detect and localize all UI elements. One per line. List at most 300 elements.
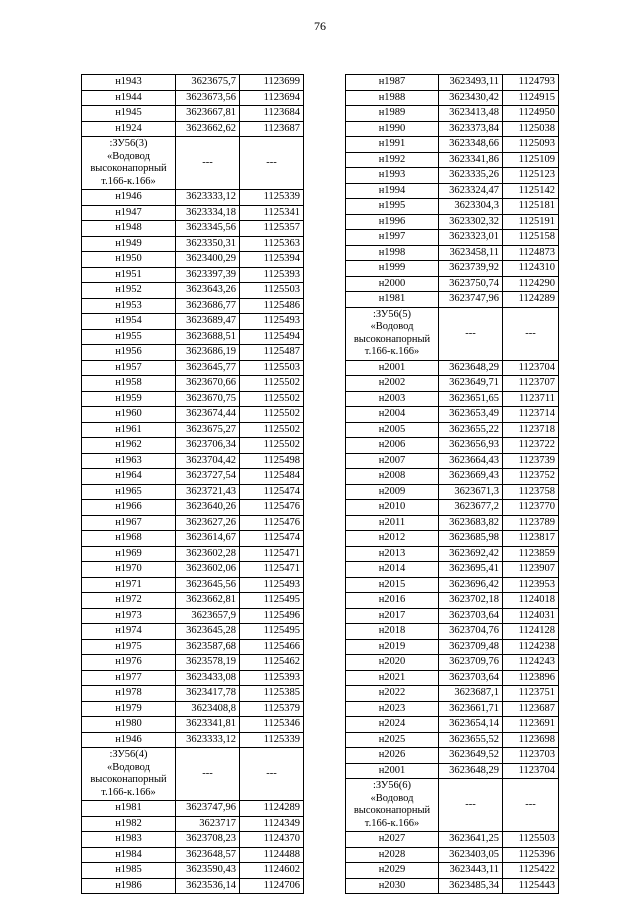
table-row bbox=[346, 562, 559, 578]
x-coordinate-cell: 3623656,93 bbox=[439, 438, 503, 454]
x-coordinate-cell: 3623702,18 bbox=[439, 593, 503, 609]
point-number-cell: н1976 bbox=[82, 655, 176, 671]
x-coordinate-cell: --- bbox=[439, 779, 503, 832]
y-coordinate-cell: 1125486 bbox=[240, 298, 304, 314]
point-number-cell: н2008 bbox=[346, 469, 439, 485]
y-coordinate-cell: 1124290 bbox=[503, 276, 559, 292]
table-row bbox=[82, 438, 304, 454]
table-row bbox=[82, 469, 304, 485]
y-coordinate-cell: 1125502 bbox=[240, 407, 304, 423]
point-number-cell: н1997 bbox=[346, 230, 439, 246]
x-coordinate-cell: 3623671,3 bbox=[439, 484, 503, 500]
x-coordinate-cell: 3623602,06 bbox=[176, 562, 240, 578]
table-row bbox=[82, 422, 304, 438]
point-number-cell: н1986 bbox=[82, 878, 176, 894]
point-number-cell: н1996 bbox=[346, 214, 439, 230]
point-number-cell: н2013 bbox=[346, 546, 439, 562]
table-row bbox=[346, 391, 559, 407]
section-name-cell: :ЗУ56(6) «Водовод высоконапорный т.166-к.166» bbox=[346, 779, 439, 832]
table-row bbox=[346, 847, 559, 863]
point-number-cell: н1953 bbox=[82, 298, 176, 314]
x-coordinate-cell: 3623717 bbox=[176, 816, 240, 832]
table-row bbox=[82, 106, 304, 122]
x-coordinate-cell: 3623664,43 bbox=[439, 453, 503, 469]
point-number-cell: н1948 bbox=[82, 221, 176, 237]
table-row bbox=[82, 531, 304, 547]
y-coordinate-cell: 1123707 bbox=[503, 376, 559, 392]
point-number-cell: н1992 bbox=[346, 152, 439, 168]
y-coordinate-cell: 1125476 bbox=[240, 500, 304, 516]
point-number-cell: н1999 bbox=[346, 261, 439, 277]
point-number-cell: н2000 bbox=[346, 276, 439, 292]
table-row bbox=[346, 199, 559, 215]
point-number-cell: н1990 bbox=[346, 121, 439, 137]
point-number-cell: н2014 bbox=[346, 562, 439, 578]
y-coordinate-cell: 1125502 bbox=[240, 438, 304, 454]
y-coordinate-cell: 1124018 bbox=[503, 593, 559, 609]
y-coordinate-cell: 1124238 bbox=[503, 639, 559, 655]
y-coordinate-cell: 1125393 bbox=[240, 670, 304, 686]
coordinates-table-left bbox=[81, 74, 304, 894]
y-coordinate-cell: 1123711 bbox=[503, 391, 559, 407]
table-row bbox=[82, 816, 304, 832]
x-coordinate-cell: 3623341,81 bbox=[176, 717, 240, 733]
table-row bbox=[346, 832, 559, 848]
table-row bbox=[346, 469, 559, 485]
point-number-cell: н2019 bbox=[346, 639, 439, 655]
y-coordinate-cell: 1123859 bbox=[503, 546, 559, 562]
table-row bbox=[346, 292, 559, 308]
point-number-cell: н1984 bbox=[82, 847, 176, 863]
x-coordinate-cell: 3623373,84 bbox=[439, 121, 503, 137]
x-coordinate-cell: 3623645,56 bbox=[176, 577, 240, 593]
point-number-cell: н1955 bbox=[82, 329, 176, 345]
x-coordinate-cell: 3623651,65 bbox=[439, 391, 503, 407]
point-number-cell: н1978 bbox=[82, 686, 176, 702]
x-coordinate-cell: 3623674,44 bbox=[176, 407, 240, 423]
point-number-cell: н1952 bbox=[82, 283, 176, 299]
table-row bbox=[346, 453, 559, 469]
y-coordinate-cell: 1125357 bbox=[240, 221, 304, 237]
point-number-cell: н2024 bbox=[346, 717, 439, 733]
table-row bbox=[82, 593, 304, 609]
point-number-cell: н1970 bbox=[82, 562, 176, 578]
y-coordinate-cell: 1125339 bbox=[240, 732, 304, 748]
y-coordinate-cell: 1125503 bbox=[503, 832, 559, 848]
table-row bbox=[82, 345, 304, 361]
y-coordinate-cell: 1124793 bbox=[503, 75, 559, 91]
point-number-cell: н2001 bbox=[346, 763, 439, 779]
y-coordinate-cell: 1123718 bbox=[503, 422, 559, 438]
y-coordinate-cell: 1125341 bbox=[240, 205, 304, 221]
table-row bbox=[82, 832, 304, 848]
x-coordinate-cell: 3623341,86 bbox=[439, 152, 503, 168]
y-coordinate-cell: 1125379 bbox=[240, 701, 304, 717]
point-number-cell: н1949 bbox=[82, 236, 176, 252]
point-number-cell: н1964 bbox=[82, 469, 176, 485]
x-coordinate-cell: 3623397,39 bbox=[176, 267, 240, 283]
table-row bbox=[346, 422, 559, 438]
point-number-cell: н2017 bbox=[346, 608, 439, 624]
y-coordinate-cell: 1123687 bbox=[240, 121, 304, 137]
y-coordinate-cell: 1123704 bbox=[503, 763, 559, 779]
y-coordinate-cell: 1125396 bbox=[503, 847, 559, 863]
point-number-cell: н1954 bbox=[82, 314, 176, 330]
y-coordinate-cell: 1124289 bbox=[503, 292, 559, 308]
table-row bbox=[346, 500, 559, 516]
x-coordinate-cell: 3623747,96 bbox=[439, 292, 503, 308]
x-coordinate-cell: 3623641,25 bbox=[439, 832, 503, 848]
point-number-cell: н2012 bbox=[346, 531, 439, 547]
y-coordinate-cell: 1123896 bbox=[503, 670, 559, 686]
table-row bbox=[82, 484, 304, 500]
point-number-cell: н2004 bbox=[346, 407, 439, 423]
x-coordinate-cell: 3623433,08 bbox=[176, 670, 240, 686]
y-coordinate-cell: 1123758 bbox=[503, 484, 559, 500]
y-coordinate-cell: 1125496 bbox=[240, 608, 304, 624]
x-coordinate-cell: 3623536,14 bbox=[176, 878, 240, 894]
y-coordinate-cell: 1123751 bbox=[503, 686, 559, 702]
table-row bbox=[346, 593, 559, 609]
point-number-cell: н1994 bbox=[346, 183, 439, 199]
x-coordinate-cell: 3623739,92 bbox=[439, 261, 503, 277]
point-number-cell: н1968 bbox=[82, 531, 176, 547]
x-coordinate-cell: 3623649,52 bbox=[439, 748, 503, 764]
point-number-cell: н2029 bbox=[346, 863, 439, 879]
table-row bbox=[346, 75, 559, 91]
x-coordinate-cell: 3623403,05 bbox=[439, 847, 503, 863]
point-number-cell: н1980 bbox=[82, 717, 176, 733]
table-row bbox=[82, 686, 304, 702]
table-row bbox=[82, 283, 304, 299]
y-coordinate-cell: 1125191 bbox=[503, 214, 559, 230]
y-coordinate-cell: 1124310 bbox=[503, 261, 559, 277]
x-coordinate-cell: 3623692,42 bbox=[439, 546, 503, 562]
table-row bbox=[346, 137, 559, 153]
x-coordinate-cell: 3623708,23 bbox=[176, 832, 240, 848]
point-number-cell: н1945 bbox=[82, 106, 176, 122]
x-coordinate-cell: 3623627,26 bbox=[176, 515, 240, 531]
x-coordinate-cell: 3623648,29 bbox=[439, 360, 503, 376]
table-row bbox=[82, 624, 304, 640]
point-number-cell: н1973 bbox=[82, 608, 176, 624]
point-number-cell: н2003 bbox=[346, 391, 439, 407]
table-row bbox=[82, 376, 304, 392]
table-row bbox=[346, 686, 559, 702]
y-coordinate-cell: 1123704 bbox=[503, 360, 559, 376]
x-coordinate-cell: 3623655,22 bbox=[439, 422, 503, 438]
table-row bbox=[82, 407, 304, 423]
y-coordinate-cell: 1125474 bbox=[240, 531, 304, 547]
point-number-cell: н1944 bbox=[82, 90, 176, 106]
table-row bbox=[346, 863, 559, 879]
x-coordinate-cell: 3623662,62 bbox=[176, 121, 240, 137]
table-row bbox=[346, 701, 559, 717]
x-coordinate-cell: 3623614,67 bbox=[176, 531, 240, 547]
y-coordinate-cell: 1125038 bbox=[503, 121, 559, 137]
y-coordinate-cell: 1125484 bbox=[240, 469, 304, 485]
y-coordinate-cell: --- bbox=[503, 779, 559, 832]
y-coordinate-cell: 1125502 bbox=[240, 422, 304, 438]
table-row bbox=[346, 484, 559, 500]
y-coordinate-cell: 1125339 bbox=[240, 190, 304, 206]
point-number-cell: н1967 bbox=[82, 515, 176, 531]
y-coordinate-cell: 1125495 bbox=[240, 624, 304, 640]
x-coordinate-cell: 3623578,19 bbox=[176, 655, 240, 671]
point-number-cell: н1987 bbox=[346, 75, 439, 91]
x-coordinate-cell: 3623334,18 bbox=[176, 205, 240, 221]
table-row bbox=[346, 763, 559, 779]
table-row bbox=[82, 267, 304, 283]
x-coordinate-cell: 3623649,71 bbox=[439, 376, 503, 392]
x-coordinate-cell: 3623677,2 bbox=[439, 500, 503, 516]
y-coordinate-cell: 1125471 bbox=[240, 546, 304, 562]
table-row bbox=[82, 878, 304, 894]
table-row bbox=[82, 205, 304, 221]
table-row bbox=[82, 236, 304, 252]
table-row bbox=[82, 391, 304, 407]
point-number-cell: н1956 bbox=[82, 345, 176, 361]
y-coordinate-cell: --- bbox=[503, 307, 559, 360]
x-coordinate-cell: 3623640,26 bbox=[176, 500, 240, 516]
table-row bbox=[82, 298, 304, 314]
table-row bbox=[346, 655, 559, 671]
y-coordinate-cell: 1124602 bbox=[240, 863, 304, 879]
y-coordinate-cell: 1125394 bbox=[240, 252, 304, 268]
table-row bbox=[82, 252, 304, 268]
y-coordinate-cell: 1123739 bbox=[503, 453, 559, 469]
y-coordinate-cell: 1123817 bbox=[503, 531, 559, 547]
x-coordinate-cell: 3623673,56 bbox=[176, 90, 240, 106]
y-coordinate-cell: 1125503 bbox=[240, 283, 304, 299]
table-row bbox=[346, 245, 559, 261]
x-coordinate-cell: 3623485,34 bbox=[439, 878, 503, 894]
section-name-cell: :ЗУ56(3) «Водовод высоконапорный т.166-к.166» bbox=[82, 137, 176, 190]
x-coordinate-cell: 3623302,32 bbox=[439, 214, 503, 230]
x-coordinate-cell: 3623458,11 bbox=[439, 245, 503, 261]
x-coordinate-cell: 3623304,3 bbox=[439, 199, 503, 215]
y-coordinate-cell: 1125385 bbox=[240, 686, 304, 702]
point-number-cell: н2022 bbox=[346, 686, 439, 702]
y-coordinate-cell: 1125346 bbox=[240, 717, 304, 733]
x-coordinate-cell: 3623654,14 bbox=[439, 717, 503, 733]
y-coordinate-cell: 1123691 bbox=[503, 717, 559, 733]
table-row bbox=[346, 276, 559, 292]
x-coordinate-cell: 3623653,49 bbox=[439, 407, 503, 423]
x-coordinate-cell: --- bbox=[439, 307, 503, 360]
y-coordinate-cell: 1125422 bbox=[503, 863, 559, 879]
x-coordinate-cell: 3623685,98 bbox=[439, 531, 503, 547]
point-number-cell: н1946 bbox=[82, 190, 176, 206]
table-row bbox=[82, 190, 304, 206]
x-coordinate-cell: 3623408,8 bbox=[176, 701, 240, 717]
table-row bbox=[82, 75, 304, 91]
coordinates-table-right bbox=[345, 74, 559, 894]
point-number-cell: н2025 bbox=[346, 732, 439, 748]
y-coordinate-cell: 1123699 bbox=[240, 75, 304, 91]
table-row bbox=[82, 500, 304, 516]
table-row bbox=[346, 438, 559, 454]
table-row bbox=[346, 376, 559, 392]
point-number-cell: н2023 bbox=[346, 701, 439, 717]
y-coordinate-cell: 1125443 bbox=[503, 878, 559, 894]
x-coordinate-cell: 3623655,52 bbox=[439, 732, 503, 748]
x-coordinate-cell: 3623696,42 bbox=[439, 577, 503, 593]
point-number-cell: н2001 bbox=[346, 360, 439, 376]
y-coordinate-cell: 1123698 bbox=[503, 732, 559, 748]
table-row bbox=[346, 515, 559, 531]
table-row bbox=[82, 453, 304, 469]
point-number-cell: н1966 bbox=[82, 500, 176, 516]
y-coordinate-cell: 1125109 bbox=[503, 152, 559, 168]
y-coordinate-cell: 1123752 bbox=[503, 469, 559, 485]
point-number-cell: н1988 bbox=[346, 90, 439, 106]
table-row bbox=[346, 531, 559, 547]
x-coordinate-cell: 3623747,96 bbox=[176, 801, 240, 817]
point-number-cell: н2015 bbox=[346, 577, 439, 593]
y-coordinate-cell: 1123789 bbox=[503, 515, 559, 531]
x-coordinate-cell: 3623686,19 bbox=[176, 345, 240, 361]
y-coordinate-cell: 1123953 bbox=[503, 577, 559, 593]
point-number-cell: н1991 bbox=[346, 137, 439, 153]
table-row bbox=[82, 863, 304, 879]
table-row bbox=[346, 878, 559, 894]
x-coordinate-cell: 3623648,57 bbox=[176, 847, 240, 863]
section-header-row bbox=[346, 779, 559, 832]
x-coordinate-cell: 3623686,77 bbox=[176, 298, 240, 314]
y-coordinate-cell: --- bbox=[240, 137, 304, 190]
table-row bbox=[346, 214, 559, 230]
y-coordinate-cell: 1123722 bbox=[503, 438, 559, 454]
y-coordinate-cell: 1125181 bbox=[503, 199, 559, 215]
point-number-cell: н2027 bbox=[346, 832, 439, 848]
section-name-cell: :ЗУ56(4) «Водовод высоконапорный т.166-к.166» bbox=[82, 748, 176, 801]
table-row bbox=[82, 577, 304, 593]
y-coordinate-cell: 1125466 bbox=[240, 639, 304, 655]
y-coordinate-cell: 1125494 bbox=[240, 329, 304, 345]
point-number-cell: н1965 bbox=[82, 484, 176, 500]
point-number-cell: н1972 bbox=[82, 593, 176, 609]
point-number-cell: н1924 bbox=[82, 121, 176, 137]
point-number-cell: н1951 bbox=[82, 267, 176, 283]
table-row bbox=[82, 314, 304, 330]
x-coordinate-cell: 3623704,42 bbox=[176, 453, 240, 469]
y-coordinate-cell: 1125363 bbox=[240, 236, 304, 252]
y-coordinate-cell: 1124873 bbox=[503, 245, 559, 261]
y-coordinate-cell: --- bbox=[240, 748, 304, 801]
y-coordinate-cell: 1123684 bbox=[240, 106, 304, 122]
table-row bbox=[346, 608, 559, 624]
table-row bbox=[82, 515, 304, 531]
x-coordinate-cell: 3623695,41 bbox=[439, 562, 503, 578]
x-coordinate-cell: --- bbox=[176, 137, 240, 190]
table-row bbox=[82, 847, 304, 863]
x-coordinate-cell: 3623688,51 bbox=[176, 329, 240, 345]
table-row bbox=[346, 577, 559, 593]
y-coordinate-cell: 1125462 bbox=[240, 655, 304, 671]
x-coordinate-cell: 3623661,71 bbox=[439, 701, 503, 717]
point-number-cell: н1959 bbox=[82, 391, 176, 407]
x-coordinate-cell: 3623687,1 bbox=[439, 686, 503, 702]
table-row bbox=[82, 90, 304, 106]
y-coordinate-cell: 1124031 bbox=[503, 608, 559, 624]
y-coordinate-cell: 1125393 bbox=[240, 267, 304, 283]
table-row bbox=[82, 121, 304, 137]
page-number: 76 bbox=[314, 19, 326, 33]
point-number-cell: н1977 bbox=[82, 670, 176, 686]
x-coordinate-cell: 3623333,12 bbox=[176, 190, 240, 206]
y-coordinate-cell: 1125474 bbox=[240, 484, 304, 500]
x-coordinate-cell: 3623670,66 bbox=[176, 376, 240, 392]
y-coordinate-cell: 1124243 bbox=[503, 655, 559, 671]
table-row bbox=[346, 168, 559, 184]
point-number-cell: н1983 bbox=[82, 832, 176, 848]
x-coordinate-cell: 3623348,66 bbox=[439, 137, 503, 153]
table-row bbox=[82, 701, 304, 717]
point-number-cell: н2002 bbox=[346, 376, 439, 392]
point-number-cell: н1993 bbox=[346, 168, 439, 184]
y-coordinate-cell: 1123770 bbox=[503, 500, 559, 516]
x-coordinate-cell: --- bbox=[176, 748, 240, 801]
point-number-cell: н1998 bbox=[346, 245, 439, 261]
x-coordinate-cell: 3623721,43 bbox=[176, 484, 240, 500]
point-number-cell: н2010 bbox=[346, 500, 439, 516]
table-row bbox=[82, 801, 304, 817]
x-coordinate-cell: 3623727,54 bbox=[176, 469, 240, 485]
x-coordinate-cell: 3623590,43 bbox=[176, 863, 240, 879]
x-coordinate-cell: 3623750,74 bbox=[439, 276, 503, 292]
point-number-cell: н2016 bbox=[346, 593, 439, 609]
point-number-cell: н1969 bbox=[82, 546, 176, 562]
point-number-cell: н1971 bbox=[82, 577, 176, 593]
table-row bbox=[346, 261, 559, 277]
table-row bbox=[346, 624, 559, 640]
x-coordinate-cell: 3623709,76 bbox=[439, 655, 503, 671]
x-coordinate-cell: 3623709,48 bbox=[439, 639, 503, 655]
point-number-cell: н2028 bbox=[346, 847, 439, 863]
point-number-cell: н1957 bbox=[82, 360, 176, 376]
point-number-cell: н2006 bbox=[346, 438, 439, 454]
point-number-cell: н1958 bbox=[82, 376, 176, 392]
x-coordinate-cell: 3623602,28 bbox=[176, 546, 240, 562]
point-number-cell: н2009 bbox=[346, 484, 439, 500]
x-coordinate-cell: 3623443,11 bbox=[439, 863, 503, 879]
y-coordinate-cell: 1125471 bbox=[240, 562, 304, 578]
x-coordinate-cell: 3623345,56 bbox=[176, 221, 240, 237]
y-coordinate-cell: 1123714 bbox=[503, 407, 559, 423]
x-coordinate-cell: 3623657,9 bbox=[176, 608, 240, 624]
point-number-cell: н1979 bbox=[82, 701, 176, 717]
point-number-cell: н2018 bbox=[346, 624, 439, 640]
point-number-cell: н2005 bbox=[346, 422, 439, 438]
table-row bbox=[346, 183, 559, 199]
point-number-cell: н1943 bbox=[82, 75, 176, 91]
point-number-cell: н1947 bbox=[82, 205, 176, 221]
point-number-cell: н1950 bbox=[82, 252, 176, 268]
point-number-cell: н1989 bbox=[346, 106, 439, 122]
point-number-cell: н1981 bbox=[346, 292, 439, 308]
x-coordinate-cell: 3623662,81 bbox=[176, 593, 240, 609]
table-row bbox=[346, 152, 559, 168]
table-row bbox=[346, 230, 559, 246]
x-coordinate-cell: 3623669,43 bbox=[439, 469, 503, 485]
point-number-cell: н1961 bbox=[82, 422, 176, 438]
x-coordinate-cell: 3623689,47 bbox=[176, 314, 240, 330]
point-number-cell: н2026 bbox=[346, 748, 439, 764]
point-number-cell: н1962 bbox=[82, 438, 176, 454]
x-coordinate-cell: 3623430,42 bbox=[439, 90, 503, 106]
y-coordinate-cell: 1124950 bbox=[503, 106, 559, 122]
